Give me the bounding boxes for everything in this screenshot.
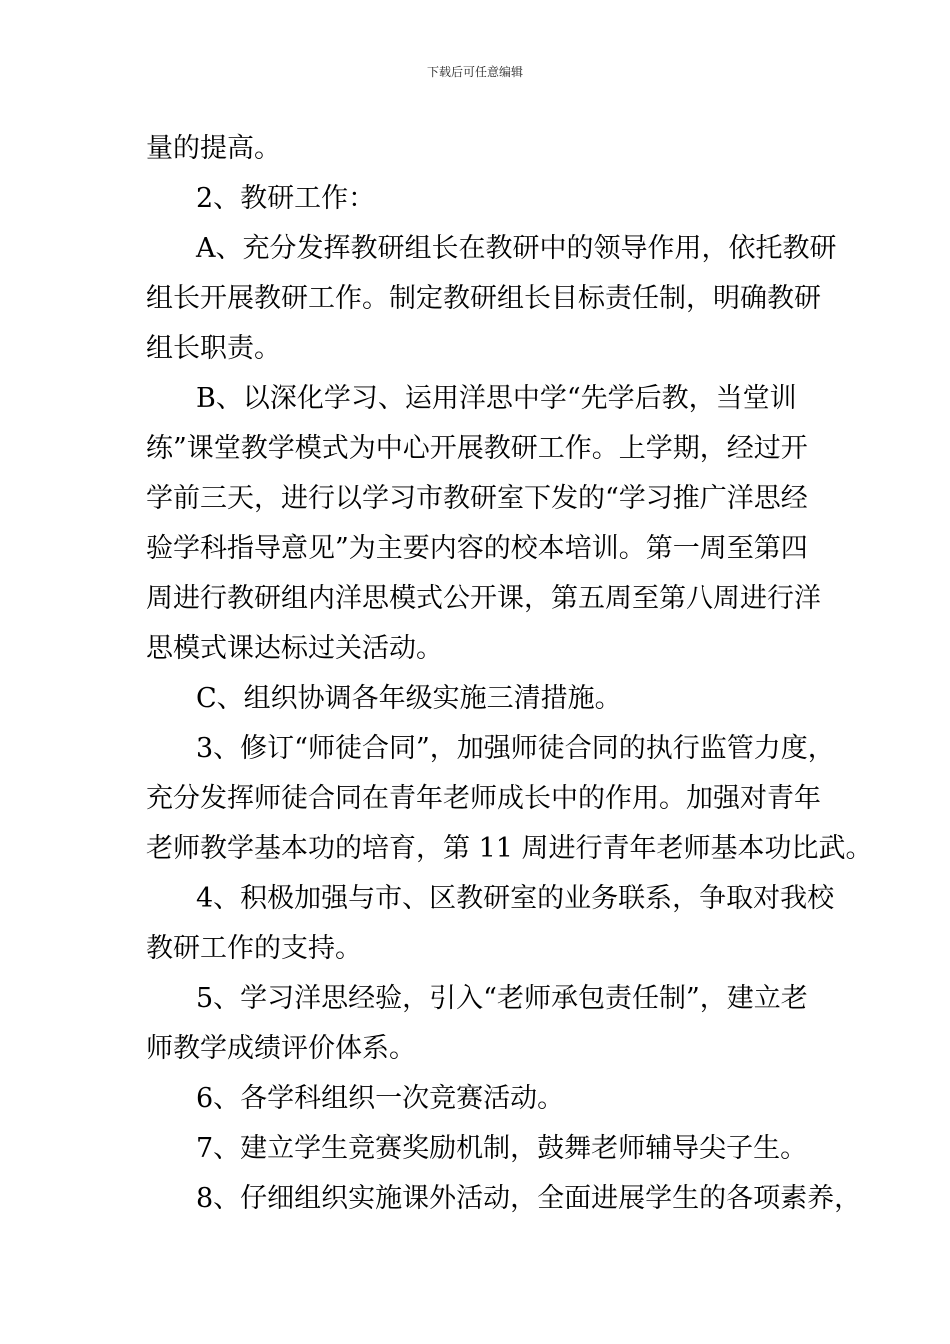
text-line: 教研工作的支持。 xyxy=(146,933,362,964)
text-line: 充分发挥师徒合同在青年老师成长中的作用。加强对青年 xyxy=(146,783,821,814)
text-line: 4、积极加强与市、区教研室的业务联系，争取对我校 xyxy=(196,883,835,914)
text-line: 3、修订“师徒合同”，加强师徒合同的执行监管力度， xyxy=(196,733,835,764)
paragraph xyxy=(146,1174,862,1224)
text-line: B、以深化学习、运用洋思中学“先学后教，当堂训 xyxy=(196,383,797,414)
text-line: 量的提高。 xyxy=(146,133,281,164)
text-line: 验学科指导意见”为主要内容的校本培训。第一周至第四 xyxy=(146,533,808,564)
paragraph xyxy=(146,224,836,374)
text-line: 思模式课达标过关活动。 xyxy=(146,633,443,664)
text-line: 8、仔细组织实施课外活动，全面进展学生的各项素养， xyxy=(196,1183,862,1214)
text-line: 5、学习洋思经验，引入“老师承包责任制”，建立老 xyxy=(196,983,808,1014)
paragraph xyxy=(146,674,836,724)
text-line: 练”课堂教学模式为中心开展教研工作。上学期，经过开 xyxy=(146,433,808,464)
text-line: 师教学成绩评价体系。 xyxy=(146,1033,416,1064)
paragraph xyxy=(146,374,836,674)
text-line: C、组织协调各年级实施三清措施。 xyxy=(196,683,622,714)
paragraph xyxy=(146,724,873,874)
text-line: 老师教学基本功的培育，第 11 周进行青年老师基本功比武。 xyxy=(146,833,873,864)
paragraph xyxy=(146,874,836,974)
text-line: 周进行教研组内洋思模式公开课，第五周至第八周进行洋 xyxy=(146,583,821,614)
page-header: 下载后可任意编辑 xyxy=(426,65,523,79)
text-line: 6、各学科组织一次竞赛活动。 xyxy=(196,1083,565,1114)
text-line: 7、建立学生竞赛奖励机制，鼓舞老师辅导尖子生。 xyxy=(196,1133,808,1164)
paragraph xyxy=(146,1074,836,1124)
text-line: A、充分发挥教研组长在教研中的领导作用，依托教研 xyxy=(196,233,837,264)
text-line: 学前三天，进行以学习市教研室下发的“学习推广洋思经 xyxy=(146,483,808,514)
text-line: 组长开展教研工作。制定教研组长目标责任制，明确教研 xyxy=(146,283,821,314)
text-line: 组长职责。 xyxy=(146,333,281,364)
paragraph xyxy=(146,1124,836,1174)
paragraph xyxy=(146,974,836,1074)
paragraph xyxy=(146,124,836,174)
text-line: 2、教研工作： xyxy=(196,183,376,214)
paragraph xyxy=(146,174,836,224)
document-body xyxy=(146,124,873,1224)
